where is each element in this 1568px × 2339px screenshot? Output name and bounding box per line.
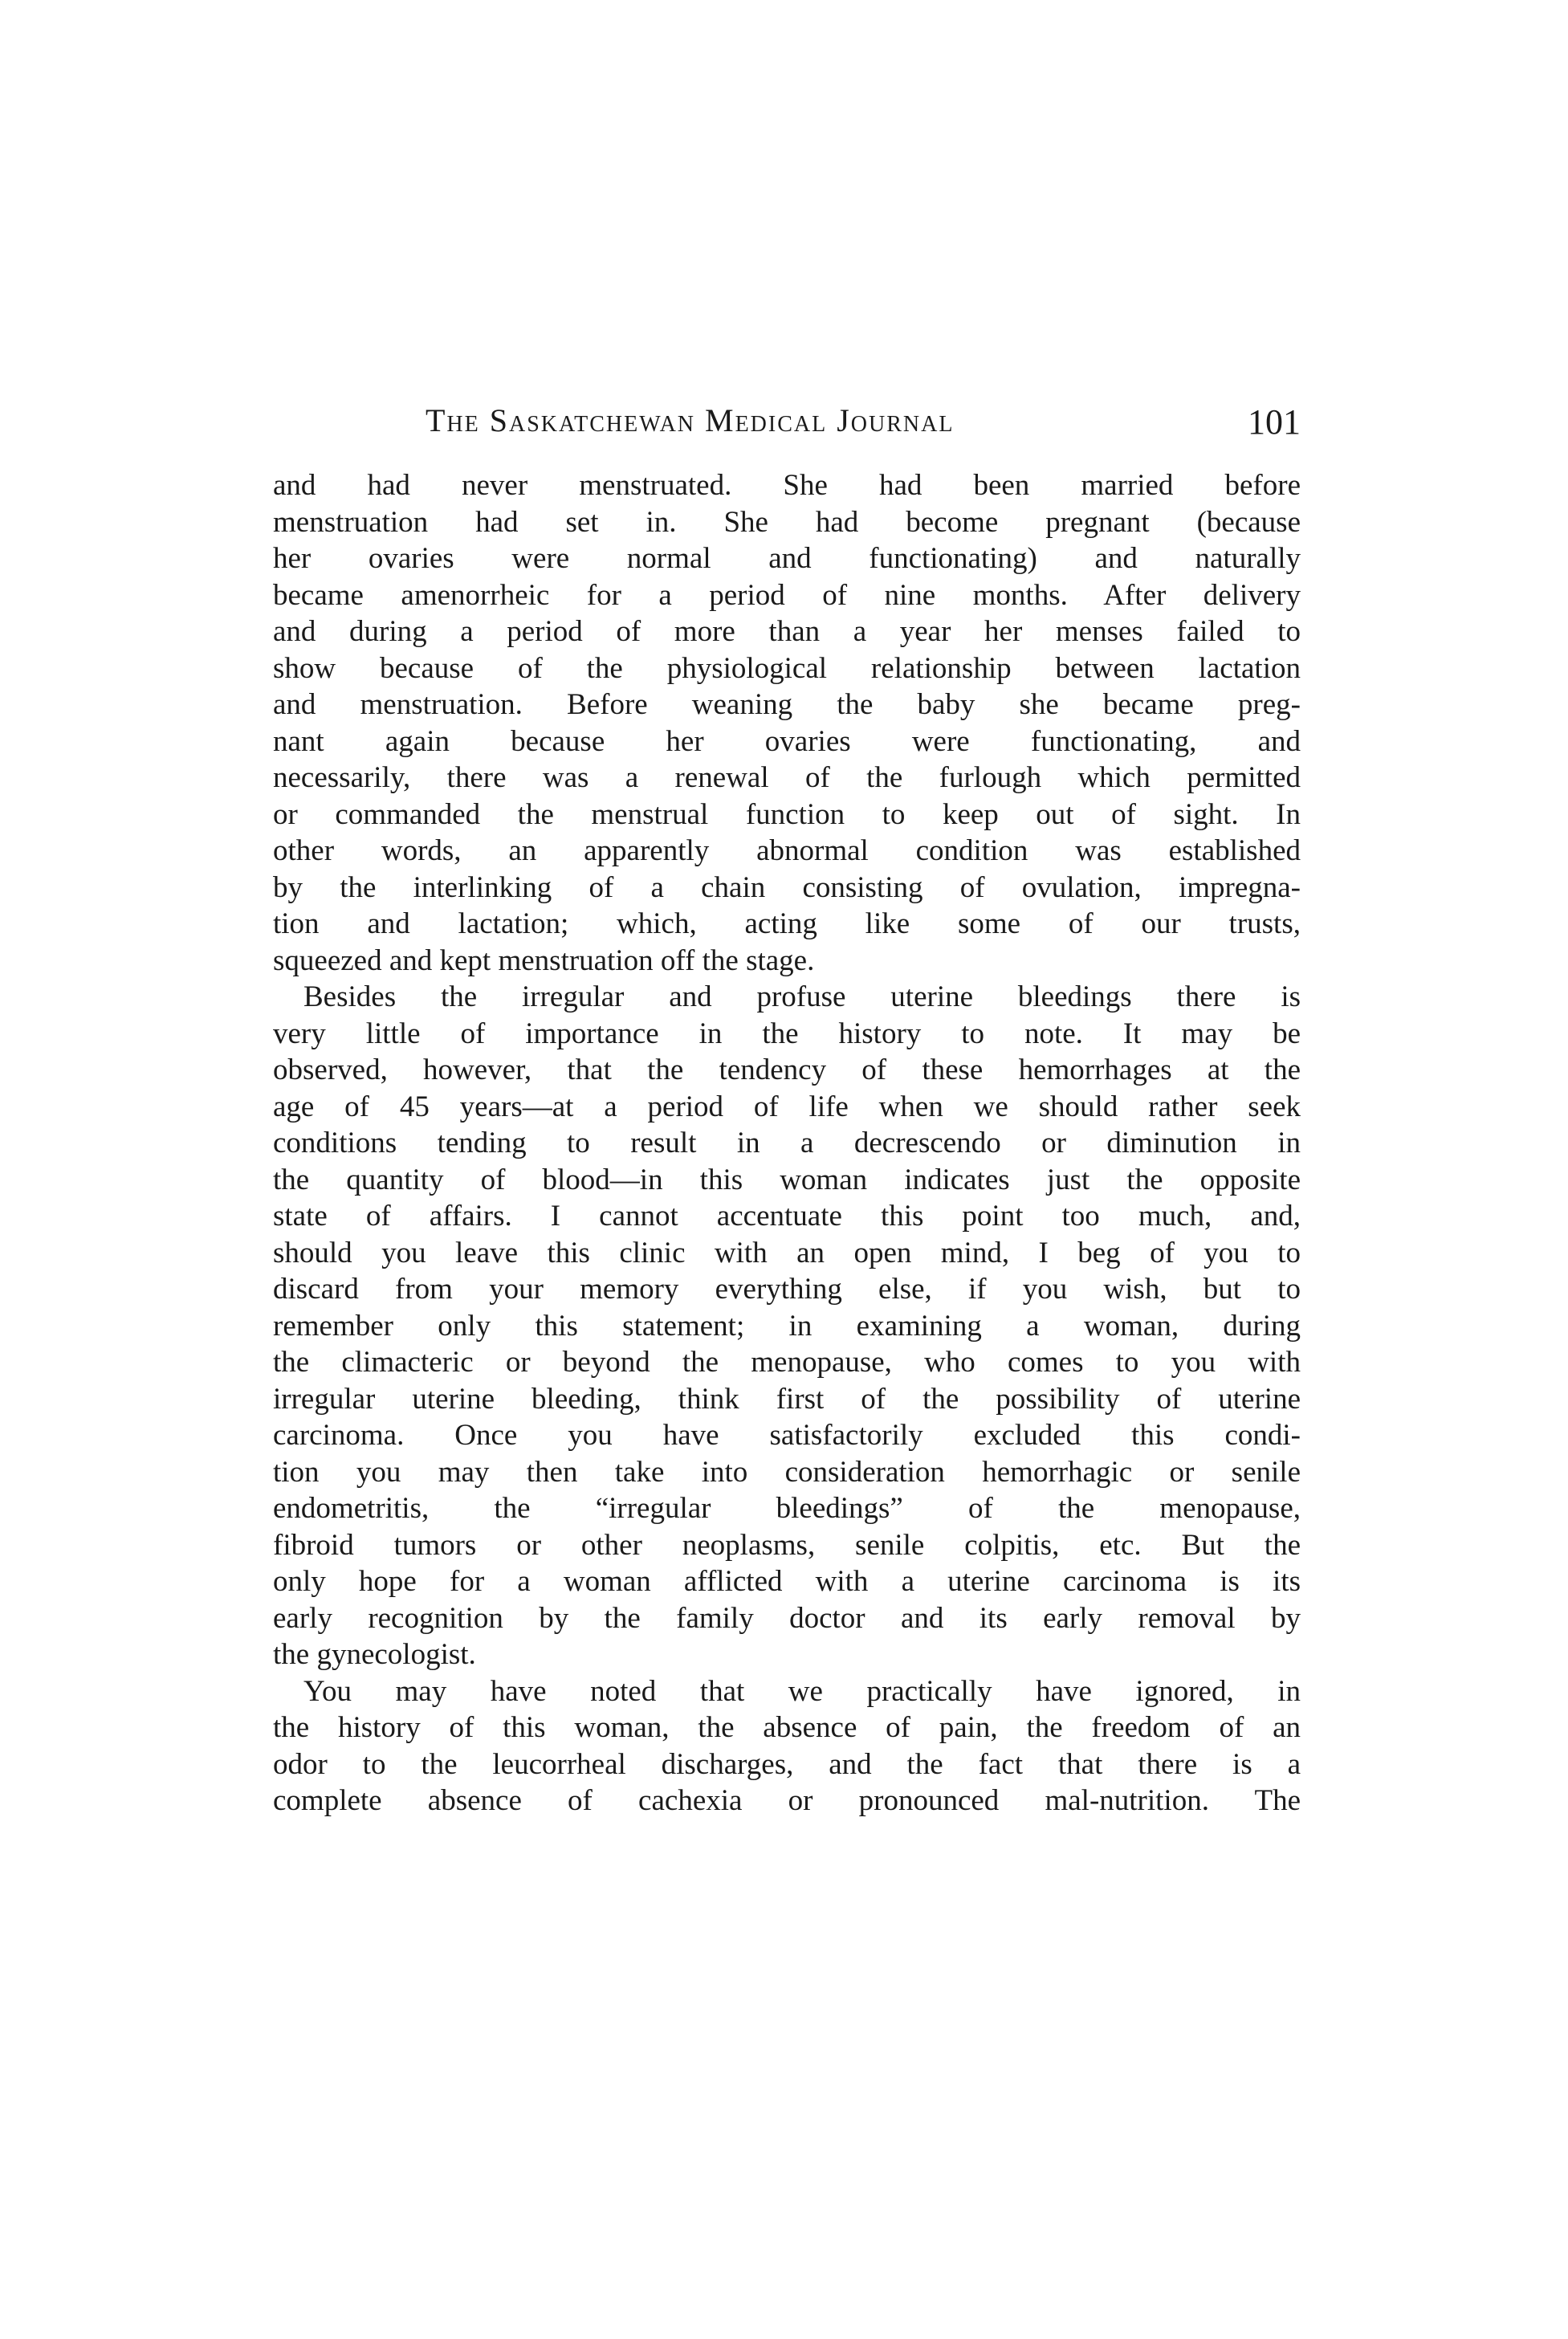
text-line: very little of importance in the history to note. It may be <box>273 1017 1301 1050</box>
text-line: state of affairs. I cannot accentuate this point too much, and, <box>273 1200 1301 1233</box>
text-line: complete absence of cachexia or pronounced mal-nutrition. The <box>273 1784 1301 1817</box>
article-body <box>273 467 1301 1819</box>
text-line: endometritis, the “irregular bleedings” of the menopause, <box>273 1492 1301 1525</box>
text-line: other words, an apparently abnormal condition was established <box>273 834 1301 867</box>
text-line: odor to the leucorrheal discharges, and the fact that there is a <box>273 1747 1301 1781</box>
text-line: should you leave this clinic with an open mind, I beg of you to <box>273 1236 1301 1269</box>
text-line: discard from your memory everything else, if you wish, but to <box>273 1273 1301 1306</box>
text-line: by the interlinking of a chain consisting of ovulation, impregna- <box>273 870 1301 904</box>
text-line: the gynecologist. <box>273 1638 476 1671</box>
text-line: her ovaries were normal and functionating) and naturally <box>273 542 1301 575</box>
text-line: squeezed and kept menstruation off the stage. <box>273 943 815 977</box>
text-line: carcinoma. Once you have satisfactorily excluded this condi- <box>273 1419 1301 1452</box>
text-line: the quantity of blood—in this woman indicates just the opposite <box>273 1163 1301 1196</box>
text-line: You may have noted that we practically have ignored, in <box>303 1674 1301 1708</box>
text-line: tion and lactation; which, acting like some of our trusts, <box>273 907 1301 940</box>
text-line: or commanded the menstrual function to keep out of sight. In <box>273 797 1301 831</box>
text-line: the history of this woman, the absence of pain, the freedom of an <box>273 1711 1301 1744</box>
text-line: and during a period of more than a year her menses failed to <box>273 615 1301 648</box>
text-line: and had never menstruated. She had been married before <box>273 469 1301 502</box>
text-line: nant again because her ovaries were functionating, and <box>273 724 1301 758</box>
page-number: 101 <box>1248 402 1301 442</box>
text-line: Besides the irregular and profuse uterine bleedings there is <box>303 980 1301 1013</box>
text-line: early recognition by the family doctor and its early removal by <box>273 1601 1301 1635</box>
text-line: age of 45 years—at a period of life when we should rather seek <box>273 1090 1301 1123</box>
text-line: only hope for a woman afflicted with a uterine carcinoma is its <box>273 1565 1301 1598</box>
text-line: necessarily, there was a renewal of the furlough which permitted <box>273 761 1301 794</box>
text-line: tion you may then take into consideration hemorrhagic or senile <box>273 1455 1301 1489</box>
text-line: irregular uterine bleeding, think first of the possibility of uterine <box>273 1382 1301 1416</box>
text-line: menstruation had set in. She had become pregnant (because <box>273 505 1301 539</box>
text-line: observed, however, that the tendency of these hemorrhages at the <box>273 1053 1301 1086</box>
text-line: and menstruation. Before weaning the baby she became preg- <box>273 688 1301 721</box>
text-line: remember only this statement; in examining a woman, during <box>273 1309 1301 1343</box>
journal-title: The Saskatchewan Medical Journal <box>426 402 955 438</box>
running-head <box>273 401 1301 450</box>
text-line: conditions tending to result in a decrescendo or diminution in <box>273 1127 1301 1159</box>
text-line: became amenorrheic for a period of nine months. After delivery <box>273 578 1301 612</box>
text-line: show because of the physiological relationship between lactation <box>273 651 1301 685</box>
text-line: fibroid tumors or other neoplasms, senile colpitis, etc. But the <box>273 1528 1301 1562</box>
text-line: the climacteric or beyond the menopause, who comes to you with <box>273 1346 1301 1379</box>
